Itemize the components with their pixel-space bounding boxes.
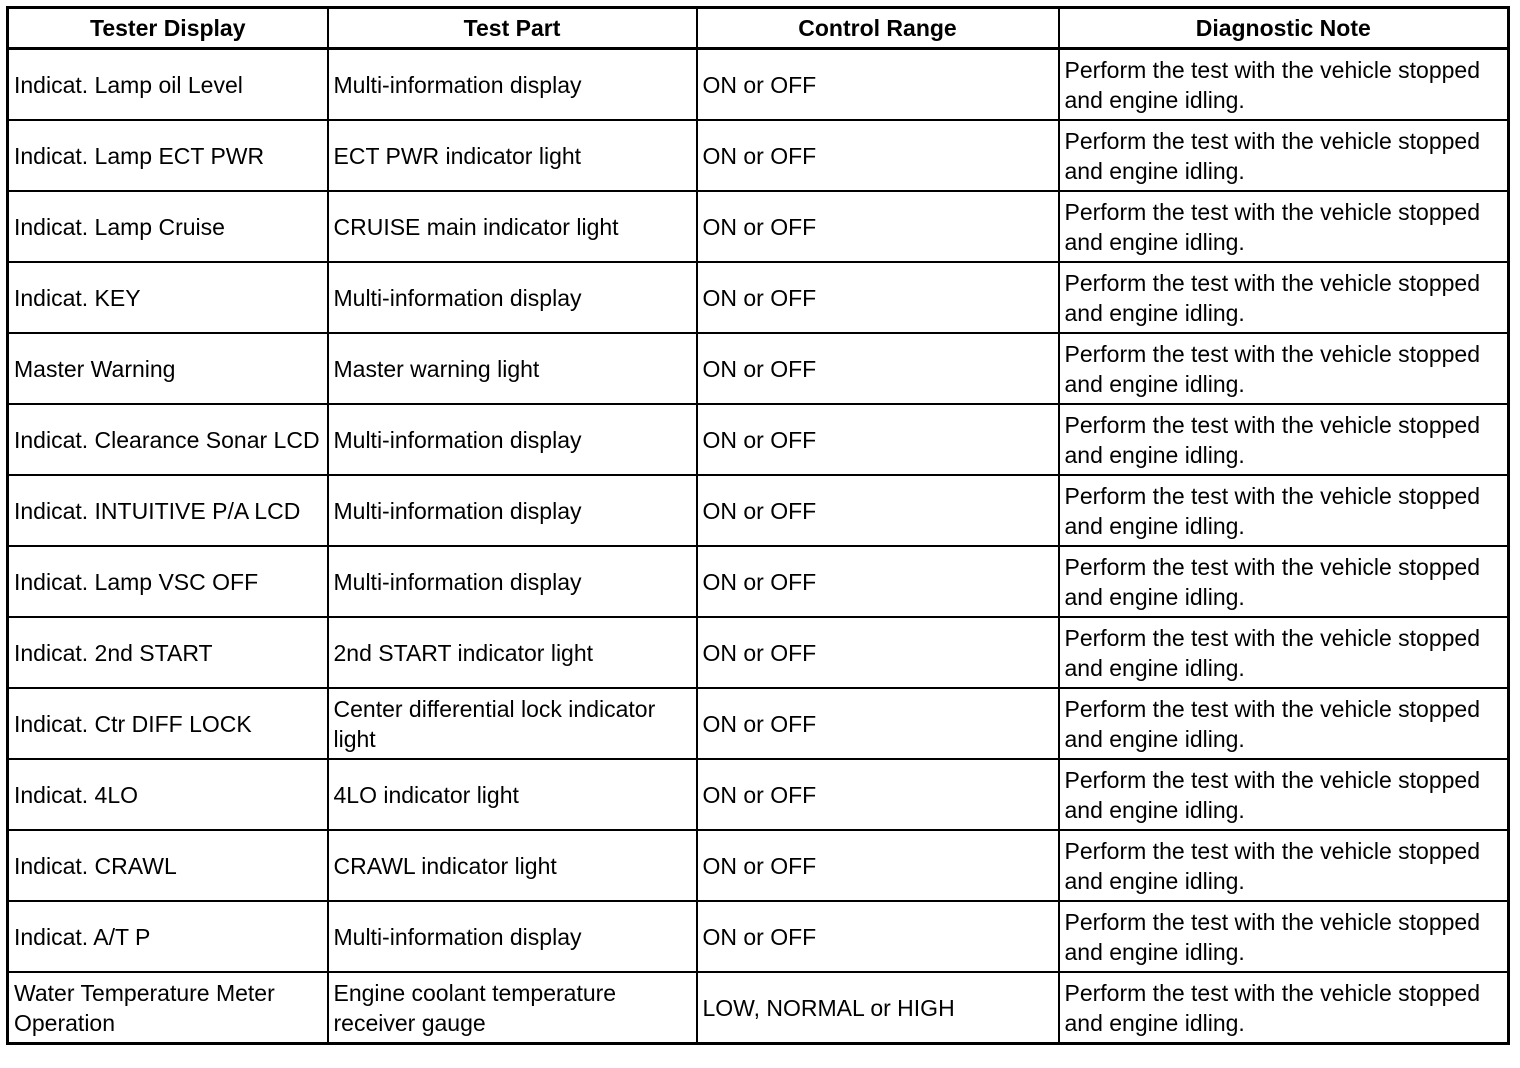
cell-diagnostic-note: Perform the test with the vehicle stopped and engine idling. xyxy=(1059,617,1509,688)
header-test-part: Test Part xyxy=(328,8,697,49)
cell-tester-display: Indicat. 2nd START xyxy=(8,617,328,688)
cell-diagnostic-note: Perform the test with the vehicle stopped and engine idling. xyxy=(1059,972,1509,1044)
cell-test-part: CRUISE main indicator light xyxy=(328,191,697,262)
cell-diagnostic-note: Perform the test with the vehicle stopped and engine idling. xyxy=(1059,759,1509,830)
cell-control-range: ON or OFF xyxy=(697,191,1059,262)
table-row xyxy=(8,475,1509,546)
cell-tester-display: Water Temperature Meter Operation xyxy=(8,972,328,1044)
cell-control-range: ON or OFF xyxy=(697,901,1059,972)
cell-tester-display: Indicat. KEY xyxy=(8,262,328,333)
cell-diagnostic-note: Perform the test with the vehicle stopped and engine idling. xyxy=(1059,901,1509,972)
cell-control-range: ON or OFF xyxy=(697,617,1059,688)
cell-tester-display: Indicat. A/T P xyxy=(8,901,328,972)
table-row xyxy=(8,617,1509,688)
header-control-range: Control Range xyxy=(697,8,1059,49)
table-row xyxy=(8,191,1509,262)
cell-tester-display: Indicat. Lamp ECT PWR xyxy=(8,120,328,191)
cell-tester-display: Master Warning xyxy=(8,333,328,404)
cell-control-range: ON or OFF xyxy=(697,475,1059,546)
cell-diagnostic-note: Perform the test with the vehicle stopped and engine idling. xyxy=(1059,830,1509,901)
cell-control-range: ON or OFF xyxy=(697,49,1059,121)
cell-diagnostic-note: Perform the test with the vehicle stopped and engine idling. xyxy=(1059,546,1509,617)
cell-control-range: ON or OFF xyxy=(697,333,1059,404)
table-row xyxy=(8,404,1509,475)
diagnostic-data-table xyxy=(6,6,1510,1045)
cell-tester-display: Indicat. Lamp VSC OFF xyxy=(8,546,328,617)
cell-test-part: ECT PWR indicator light xyxy=(328,120,697,191)
cell-control-range: ON or OFF xyxy=(697,546,1059,617)
table-row xyxy=(8,688,1509,759)
cell-control-range: ON or OFF xyxy=(697,759,1059,830)
table-row xyxy=(8,759,1509,830)
cell-test-part: Center differential lock indicator light xyxy=(328,688,697,759)
cell-control-range: ON or OFF xyxy=(697,830,1059,901)
cell-diagnostic-note: Perform the test with the vehicle stopped and engine idling. xyxy=(1059,120,1509,191)
cell-tester-display: Indicat. CRAWL xyxy=(8,830,328,901)
cell-test-part: Multi-information display xyxy=(328,901,697,972)
table-row xyxy=(8,901,1509,972)
table-row xyxy=(8,546,1509,617)
cell-test-part: Multi-information display xyxy=(328,546,697,617)
table-row xyxy=(8,49,1509,121)
cell-tester-display: Indicat. Lamp oil Level xyxy=(8,49,328,121)
table-row xyxy=(8,333,1509,404)
cell-diagnostic-note: Perform the test with the vehicle stopped and engine idling. xyxy=(1059,688,1509,759)
cell-diagnostic-note: Perform the test with the vehicle stopped and engine idling. xyxy=(1059,475,1509,546)
cell-control-range: ON or OFF xyxy=(697,404,1059,475)
table-row xyxy=(8,120,1509,191)
cell-test-part: Multi-information display xyxy=(328,49,697,121)
cell-tester-display: Indicat. Clearance Sonar LCD xyxy=(8,404,328,475)
cell-diagnostic-note: Perform the test with the vehicle stopped and engine idling. xyxy=(1059,262,1509,333)
cell-diagnostic-note: Perform the test with the vehicle stopped and engine idling. xyxy=(1059,333,1509,404)
cell-test-part: 4LO indicator light xyxy=(328,759,697,830)
cell-tester-display: Indicat. Lamp Cruise xyxy=(8,191,328,262)
cell-tester-display: Indicat. 4LO xyxy=(8,759,328,830)
cell-control-range: LOW, NORMAL or HIGH xyxy=(697,972,1059,1044)
cell-diagnostic-note: Perform the test with the vehicle stopped and engine idling. xyxy=(1059,404,1509,475)
cell-test-part: Multi-information display xyxy=(328,404,697,475)
cell-tester-display: Indicat. Ctr DIFF LOCK xyxy=(8,688,328,759)
cell-test-part: Engine coolant temperature receiver gauge xyxy=(328,972,697,1044)
cell-diagnostic-note: Perform the test with the vehicle stopped and engine idling. xyxy=(1059,191,1509,262)
table-row xyxy=(8,262,1509,333)
cell-test-part: Multi-information display xyxy=(328,262,697,333)
cell-test-part: Master warning light xyxy=(328,333,697,404)
cell-control-range: ON or OFF xyxy=(697,120,1059,191)
cell-test-part: 2nd START indicator light xyxy=(328,617,697,688)
table-header-row xyxy=(8,8,1509,49)
cell-diagnostic-note: Perform the test with the vehicle stopped and engine idling. xyxy=(1059,49,1509,121)
header-diagnostic-note: Diagnostic Note xyxy=(1059,8,1509,49)
cell-control-range: ON or OFF xyxy=(697,262,1059,333)
header-tester-display: Tester Display xyxy=(8,8,328,49)
cell-test-part: Multi-information display xyxy=(328,475,697,546)
table-row xyxy=(8,830,1509,901)
cell-control-range: ON or OFF xyxy=(697,688,1059,759)
cell-tester-display: Indicat. INTUITIVE P/A LCD xyxy=(8,475,328,546)
cell-test-part: CRAWL indicator light xyxy=(328,830,697,901)
table-row xyxy=(8,972,1509,1044)
